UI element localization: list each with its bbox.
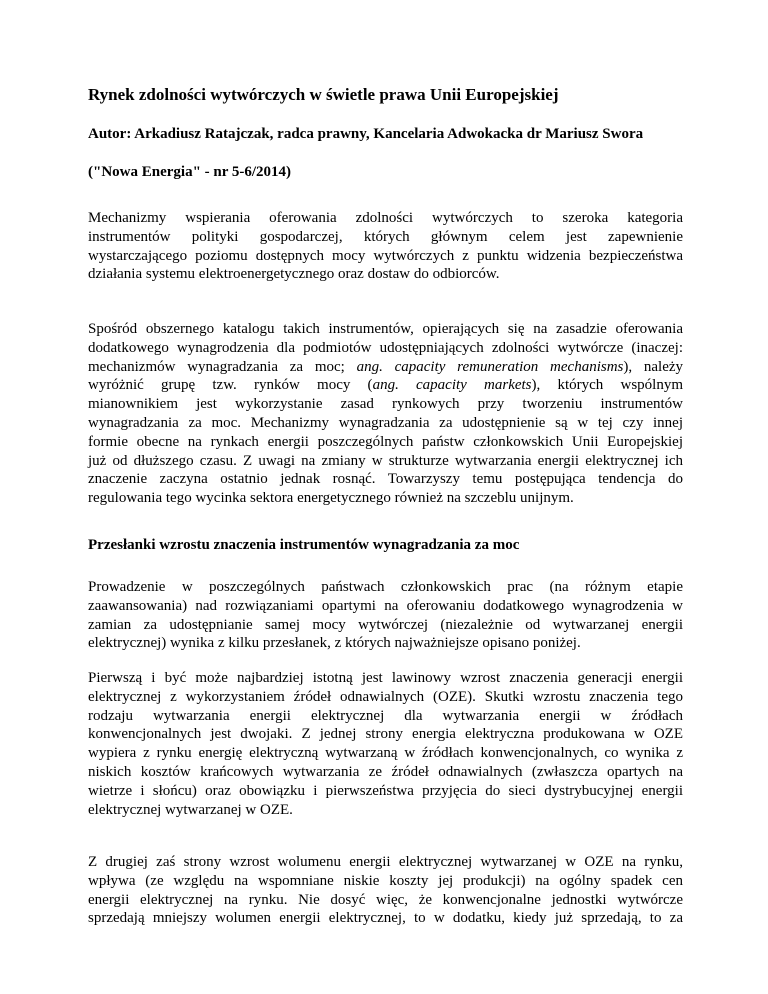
paragraph-5 (88, 853, 683, 928)
text-line: regulowania tego wycinka sektora energetycznego również na szczeblu unijnym. (88, 490, 574, 507)
paragraph-1 (88, 209, 683, 284)
italic-term: ang. capacity markets (372, 377, 532, 394)
text-run: ), należy (623, 358, 684, 375)
text-line: wpływa (ze względu na wspomniane niskie koszty jej produkcji) na ogólny spadek cen (88, 872, 683, 889)
text-line: energii elektrycznej na rynku. Nie dosyć więc, że konwencjonalne jednostki wytwórcze (88, 891, 683, 908)
text-line: wystarczającego poziomu dostępnych mocy wytwórczych z punktu widzenia bezpieczeństwa (88, 247, 683, 264)
text-run: wyróżnić grupę tzw. rynków mocy ( (88, 377, 373, 394)
text-line: działania systemu elektroenergetycznego oraz dostaw do odbiorców. (88, 266, 500, 283)
text-line: niskich kosztów krańcowych wytwarzania ze źródeł odnawialnych (zwłaszcza opartych na (88, 763, 683, 780)
text-line: elektrycznej wytwarzanej w OZE. (88, 801, 293, 818)
text-line: Prowadzenie w poszczególnych państwach członkowskich prac (na różnym etapie (88, 579, 683, 595)
paragraph-2 (88, 320, 683, 508)
source-line: ("Nowa Energia" - nr 5-6/2014) (88, 164, 292, 180)
text-line: mianownikiem jest wykorzystanie zasad rynkowych przy tworzeniu instrumentów (88, 396, 683, 413)
text-line: wietrze i słońcu) oraz obowiązku i pierwszeństwa przyjęcia do sieci dystrybucyjnej energii (88, 782, 683, 799)
text-line: Spośród obszernego katalogu takich instrumentów, opierających się na zasadzie oferowania (88, 321, 683, 337)
text-run: ), których wspólnym (531, 377, 683, 394)
paragraph-4 (88, 669, 683, 819)
text-line: Pierwszą i być może najbardziej istotną jest lawinowy wzrost znaczenia generacji energii (88, 670, 683, 686)
text-line: wynagradzania za moc. Mechanizmy wynagradzania za udostępnienie są w tej czy innej (88, 414, 683, 431)
text-line: wypiera z rynku energię elektryczną wytwarzaną w źródłach konwencjonalnych, co wynika z (88, 745, 683, 762)
document-title: Rynek zdolności wytwórczych w świetle prawa Unii Europejskiej (88, 85, 559, 104)
text-line: instrumentów polityki gospodarczej, których głównym celem jest zapewnienie (88, 228, 683, 245)
text-line: znaczenie zaczyna ostatnio jednak rosnąć. Towarzyszy temu postępująca tendencja do (88, 471, 683, 488)
text-line: zaawansowania) nad rozwiązaniami opartymi na oferowaniu dodatkowego wynagrodzenia w (88, 597, 683, 614)
paragraph-3 (88, 578, 683, 653)
italic-term: ang. capacity remuneration mechanisms (356, 358, 624, 375)
text-line: dodatkowego wynagrodzenia dla podmiotów udostępniających zdolności wytwórcze (inaczej: (88, 339, 683, 356)
section-heading: Przesłanki wzrostu znaczenia instrumentów wynagradzania za moc (88, 537, 520, 553)
text-run: mechanizmów wynagradzania za moc; (88, 358, 345, 375)
text-line: sprzedają mniejszy wolumen energii elektrycznej, to w dodatku, kiedy już sprzedają, to za (88, 910, 683, 927)
text-line: zamian za udostępnianie samej mocy wytwórczej (niezależnie od wytwarzanej energii (88, 616, 683, 633)
author-line: Autor: Arkadiusz Ratajczak, radca prawny, Kancelaria Adwokacka dr Mariusz Swora (88, 126, 644, 142)
text-line: już od dłuższego czasu. Z uwagi na zmiany w strukturze wytwarzania energii elektrycznej ich (88, 452, 683, 469)
text-line: elektrycznej) wynika z kilku przesłanek, z których najważniejsze opisano poniżej. (88, 635, 581, 652)
text-line: rodzaju wytwarzania energii elektrycznej dla wytwarzania energii w źródłach (88, 707, 683, 724)
text-line: elektrycznej z wykorzystaniem źródeł odnawialnych (OZE). Skutki wzrostu znaczenia tego (88, 688, 683, 705)
text-line (88, 358, 683, 377)
text-line: konwencjonalnych jest dwojaki. Z jednej strony energia elektryczna produkowana w OZE (88, 726, 683, 743)
text-line: Mechanizmy wspierania oferowania zdolności wytwórczych to szeroka kategoria (88, 210, 683, 226)
text-line (88, 376, 683, 395)
text-line: Z drugiej zaś strony wzrost wolumenu energii elektrycznej wytwarzanej w OZE na rynku, (88, 854, 683, 870)
text-line: formie obecne na rynkach energii poszczególnych państw członkowskich Unii Europejskiej (88, 433, 683, 450)
